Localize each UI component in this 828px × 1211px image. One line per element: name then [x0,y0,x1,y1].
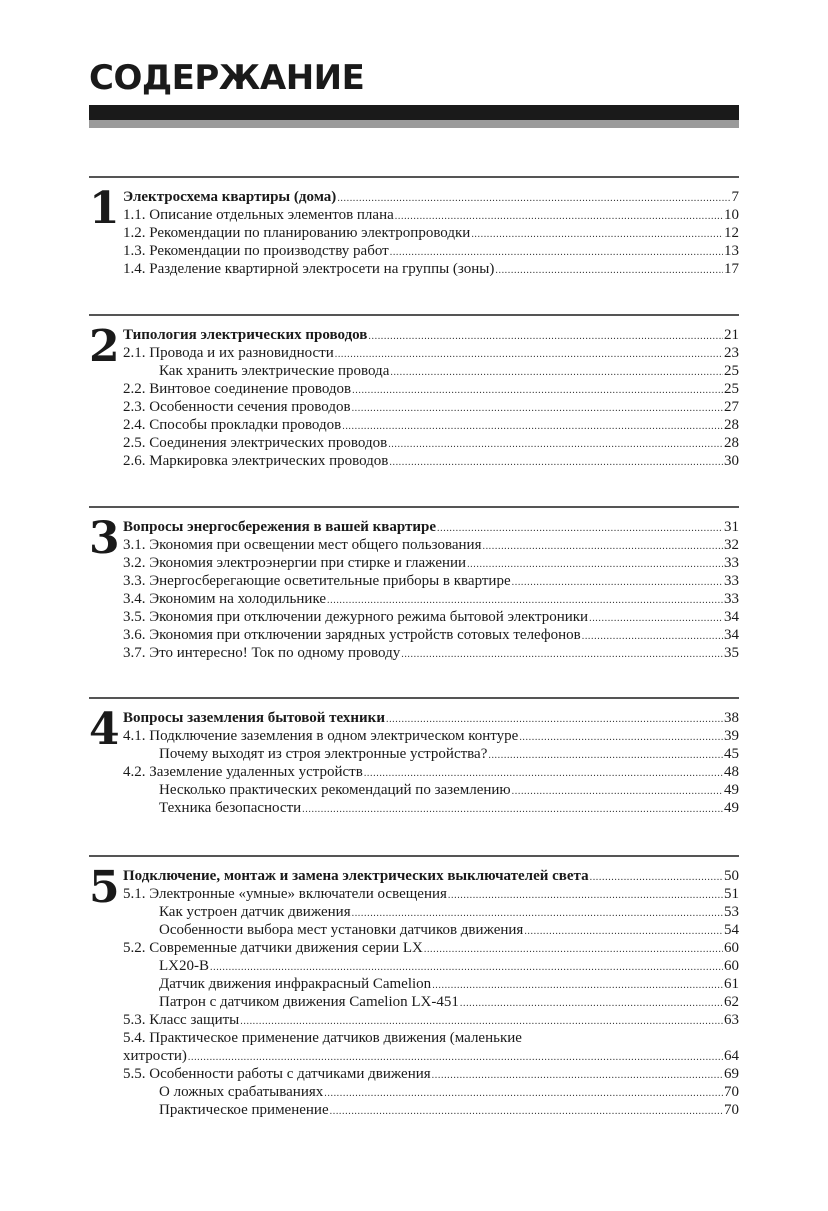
entry-title: 2.3. Особенности сечения проводов [123,399,351,415]
chapter-divider [89,314,739,316]
leader-dots [352,400,723,418]
leader-dots [330,1103,723,1121]
toc-entry[interactable] [123,709,739,727]
entry-title: 5.5. Особенности работы с датчиками движения [123,1066,431,1082]
entry-title: 1.1. Описание отдельных элементов плана [123,207,394,223]
leader-dots [324,1085,723,1103]
entry-title: Подключение, монтаж и замена электрических выключателей света [123,868,589,884]
toc-entry[interactable] [123,644,739,662]
entry-title: 3.2. Экономия электроэнергии при стирке и глажении [123,555,467,571]
chapter-number: 2 [89,321,120,372]
entry-title: 5.3. Класс защиты [123,1012,240,1028]
entry-page: 12 [724,225,739,241]
entry-page: 51 [724,886,739,902]
toc-entry[interactable] [123,572,739,590]
entry-page: 25 [724,381,739,397]
entry-page: 35 [724,645,739,661]
entry-title: 3.6. Экономия при отключении зарядных устройств сотовых телефонов [123,627,581,643]
entry-title: 3.4. Экономим на холодильнике [123,591,327,607]
toc-subentry[interactable] [123,745,739,763]
entry-page: 25 [724,363,739,379]
leader-dots [512,574,723,592]
entry-page: 61 [724,976,739,992]
entry-page: 31 [724,519,739,535]
toc-entry[interactable] [123,518,739,536]
chapter-entries [123,518,739,662]
entry-page: 32 [724,537,739,553]
entry-title: Несколько практических рекомендаций по заземлению [159,782,511,798]
leader-dots [368,328,723,346]
entry-page: 33 [724,555,739,571]
entry-title: 5.1. Электронные «умные» включатели освещения [123,886,447,902]
entry-page: 34 [724,609,739,625]
entry-page: 39 [724,728,739,744]
leader-dots [389,454,723,472]
entry-title: 3.7. Это интересно! Ток по одному проводу [123,645,401,661]
toc-entry[interactable] [123,727,739,745]
entry-page: 70 [724,1084,739,1100]
toc-entry[interactable] [123,1011,739,1029]
chapter-number: 4 [89,704,120,755]
chapter-entries [123,867,739,1119]
toc-entry[interactable] [123,452,739,470]
entry-title: 2.2. Винтовое соединение проводов [123,381,352,397]
leader-dots [488,747,723,765]
toc-subentry[interactable] [123,362,739,380]
chapter-divider [89,697,739,699]
chapter-divider [89,176,739,178]
toc-subentry[interactable] [123,799,739,817]
toc-entry[interactable] [123,380,739,398]
entry-title: Техника безопасности [159,800,302,816]
entry-title: LX20-B [159,958,209,974]
leader-dots [495,262,723,280]
toc-entry[interactable] [123,434,739,452]
toc-entry[interactable] [123,608,739,626]
entry-title: Датчик движения инфракрасный Camelion [159,976,432,992]
title-underline-shade [89,120,739,128]
toc-entry[interactable] [123,554,739,572]
entry-page: 38 [724,710,739,726]
entry-title: Электросхема квартиры (дома) [123,189,337,205]
entry-page: 45 [724,746,739,762]
chapter-entries [123,709,739,817]
entry-page: 60 [724,940,739,956]
leader-dots [342,418,723,436]
toc-entry[interactable] [123,398,739,416]
chapter-3 [89,506,739,661]
toc-entry[interactable] [123,885,739,903]
entry-page: 30 [724,453,739,469]
chapter-entries [123,326,739,470]
chapter-divider [89,855,739,857]
leader-dots [482,538,723,556]
entry-title: Типология электрических проводов [123,327,368,343]
chapter-divider [89,506,739,508]
toc-subentry[interactable] [123,957,739,975]
entry-page: 49 [724,800,739,816]
entry-page: 33 [724,573,739,589]
toc-subentry[interactable] [123,781,739,799]
toc-subentry[interactable] [123,993,739,1011]
entry-title: Как устроен датчик движения [159,904,351,920]
entry-title: Патрон с датчиком движения Camelion LX-451 [159,994,459,1010]
entry-title: 2.4. Способы прокладки проводов [123,417,342,433]
entry-page: 49 [724,782,739,798]
toc-entry[interactable] [123,188,739,206]
entry-title: 1.3. Рекомендации по производству работ [123,243,389,259]
entry-title: Вопросы заземления бытовой техники [123,710,385,726]
entry-page: 13 [724,243,739,259]
entry-page: 64 [724,1048,739,1064]
leader-dots [471,226,723,244]
leader-dots [512,783,723,801]
leader-dots [590,869,723,887]
entry-title: Почему выходят из строя электронные устройства? [159,746,488,762]
chapter-2 [89,314,739,469]
entry-title: Практическое применение [159,1102,329,1118]
chapter-4 [89,697,739,816]
entry-title: хитрости) [123,1048,187,1064]
entry-page: 33 [724,591,739,607]
toc-entry[interactable] [123,260,739,278]
leader-dots [460,995,723,1013]
entry-title: 2.5. Соединения электрических проводов [123,435,388,451]
page-title: СОДЕРЖАНИЕ [89,58,365,98]
entry-page: 27 [724,399,739,415]
leader-dots [432,977,723,995]
leader-dots [424,941,723,959]
leader-dots [388,436,723,454]
entry-page: 28 [724,435,739,451]
leader-dots [432,1067,723,1085]
leader-dots [335,346,723,364]
toc-entry[interactable] [123,536,739,554]
entry-page: 53 [724,904,739,920]
leader-dots [524,923,723,941]
entry-page: 34 [724,627,739,643]
toc-entry[interactable] [123,867,739,885]
leader-dots [390,364,723,382]
toc-entry[interactable] [123,1047,739,1065]
toc-subentry[interactable] [123,1101,739,1119]
toc-entry[interactable] [123,326,739,344]
toc-entry[interactable] [123,1065,739,1083]
entry-page: 69 [724,1066,739,1082]
entry-page: 70 [724,1102,739,1118]
leader-dots [352,382,723,400]
entry-title: 1.4. Разделение квартирной электросети на группы (зоны) [123,261,495,277]
entry-page: 62 [724,994,739,1010]
entry-page: 50 [724,868,739,884]
leader-dots [302,801,723,819]
entry-title: 4.1. Подключение заземления в одном электрическом контуре [123,728,519,744]
toc-entry[interactable] [123,763,739,781]
toc-entry[interactable] [123,344,739,362]
chapter-1 [89,176,739,277]
entry-page: 48 [724,764,739,780]
entry-title: О ложных срабатываниях [159,1084,324,1100]
entry-title: 3.5. Экономия при отключении дежурного режима бытовой электроники [123,609,589,625]
entry-title: 2.1. Провода и их разновидности [123,345,334,361]
entry-page: 23 [724,345,739,361]
leader-dots [582,628,723,646]
toc-subentry[interactable] [123,975,739,993]
leader-dots [337,190,730,208]
entry-page: 63 [724,1012,739,1028]
toc-entry-wrapped-line[interactable]: 5.4. Практическое применение датчиков движения (маленькие [123,1030,522,1046]
chapter-5 [89,855,739,1118]
toc-entry[interactable] [123,224,739,242]
chapter-number: 5 [89,862,120,913]
entry-title: Вопросы энергосбережения в вашей квартире [123,519,437,535]
entry-page: 17 [724,261,739,277]
toc-entry[interactable] [123,242,739,260]
leader-dots [401,646,723,664]
entry-page: 28 [724,417,739,433]
entry-title: 2.6. Маркировка электрических проводов [123,453,389,469]
title-underline-bar [89,105,739,120]
chapter-number: 1 [89,183,120,234]
entry-title: 5.2. Современные датчики движения серии LX [123,940,423,956]
entry-page: 54 [724,922,739,938]
toc-entry[interactable] [123,939,739,957]
entry-page: 21 [724,327,739,343]
leader-dots [589,610,723,628]
leader-dots [448,887,723,905]
entry-title: 4.2. Заземление удаленных устройств [123,764,363,780]
entry-page: 10 [724,207,739,223]
toc-subentry[interactable] [123,921,739,939]
toc-subentry[interactable] [123,903,739,921]
toc-subentry[interactable] [123,1083,739,1101]
entry-title: 1.2. Рекомендации по планированию электропроводки [123,225,471,241]
chapter-entries [123,188,739,278]
toc-entry[interactable] [123,590,739,608]
entry-page: 7 [731,189,739,205]
toc-entry[interactable] [123,206,739,224]
toc-entry[interactable] [123,626,739,644]
entry-title: 3.1. Экономия при освещении мест общего пользования [123,537,482,553]
entry-title: Особенности выбора мест установки датчиков движения [159,922,524,938]
leader-dots [519,729,723,747]
entry-page: 60 [724,958,739,974]
entry-title: 3.3. Энергосберегающие осветительные приборы в квартире [123,573,511,589]
entry-title: Как хранить электрические провода [159,363,390,379]
toc-entry[interactable] [123,416,739,434]
chapter-number: 3 [89,513,120,564]
